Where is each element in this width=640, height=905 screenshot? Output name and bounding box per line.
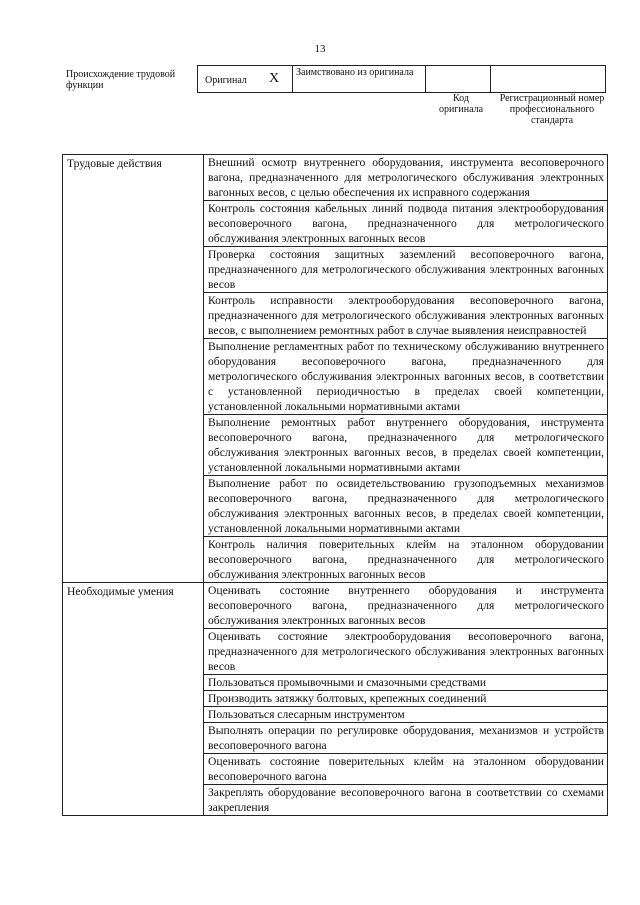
section-item: Выполнять операции по регулировке оборудования, механизмов и устройств весоповерочного вагона: [204, 723, 608, 754]
section-heading: Трудовые действия: [63, 155, 204, 583]
section-item: Пользоваться промывочными и смазочными средствами: [204, 675, 608, 691]
table-row: [63, 583, 608, 629]
page-number: 13: [314, 43, 326, 55]
section-item: Выполнение ремонтных работ внутреннего оборудования, инструмента весоповерочного вагона, предназначенного для метрологического обслуживания электронных вагонных весов, в пределах своей компетенции, установленной локальными нормативными актами: [204, 415, 608, 476]
table-row: [63, 155, 608, 201]
section-item: Проверка состояния защитных заземлений весоповерочного вагона, предназначенного для метрологического обслуживания электронных вагонных весов: [204, 247, 608, 293]
section-item: Оценивать состояние внутреннего оборудования и инструмента весоповерочного вагона, предназначенного для метрологического обслуживания электронных вагонных весов: [204, 583, 608, 629]
origin-borrowed-cell: [293, 66, 426, 92]
origin-original-cell: [198, 66, 293, 92]
section-item: Закреплять оборудование весоповерочного вагона в соответствии со схемами закрепления: [204, 785, 608, 816]
origin-original-label: Оригинал: [205, 75, 247, 86]
function-table: [62, 154, 608, 816]
origin-code-cell: [426, 66, 491, 92]
section-item: Выполнение регламентных работ по техническому обслуживанию внутреннего оборудования весоповерочного вагона, предназначенного для метрологического обслуживания электронных вагонных весов, в соответствии с установленной периодичностью в пределах своей компетенции, установленной локальными нормативными актами: [204, 339, 608, 415]
section-item: Контроль исправности электрооборудования весоповерочного вагона, предназначенного для метрологического обслуживания электронных вагонных весов, с выполнением ремонтных работ в случае выявления неисправностей: [204, 293, 608, 339]
section-item: Оценивать состояние электрооборудования весоповерочного вагона, предназначенного для метрологического обслуживания электронных вагонных весов: [204, 629, 608, 675]
section-item: Пользоваться слесарным инструментом: [204, 707, 608, 723]
section-item: Контроль наличия поверительных клейм на эталонном оборудовании весоповерочного вагона, предназначенного для метрологического обслуживания электронных вагонных весов: [204, 537, 608, 583]
section-item: Производить затяжку болтовых, крепежных соединений: [204, 691, 608, 707]
origin-original-mark: X: [269, 71, 280, 86]
origin-borrowed-label: Заимствовано из оригинала: [296, 67, 414, 78]
origin-code-caption: Код оригинала: [438, 93, 484, 115]
origin-reg-caption: Регистрационный номер профессионального стандарта: [499, 93, 605, 126]
section-heading: Необходимые умения: [63, 583, 204, 816]
origin-reg-number-cell: [491, 66, 605, 92]
section-item: Оценивать состояние поверительных клейм на эталонном оборудовании весоповерочного вагона: [204, 754, 608, 785]
section-item: Выполнение работ по освидетельствованию грузоподъемных механизмов весоповерочного вагона, предназначенного для метрологического обслуживания электронных вагонных весов, в пределах своей компетенции, установленной локальными нормативными актами: [204, 476, 608, 537]
origin-table: [197, 65, 606, 93]
origin-label: Происхождение трудовой функции: [66, 69, 176, 91]
section-item: Контроль состояния кабельных линий подвода питания электрооборудования весоповерочного вагона, предназначенного для метрологического обслуживания электронных вагонных весов: [204, 201, 608, 247]
section-item: Внешний осмотр внутреннего оборудования, инструмента весоповерочного вагона, предназначенного для метрологического обслуживания электронных вагонных весов, с целью обеспечения их исправного содержания: [204, 155, 608, 201]
